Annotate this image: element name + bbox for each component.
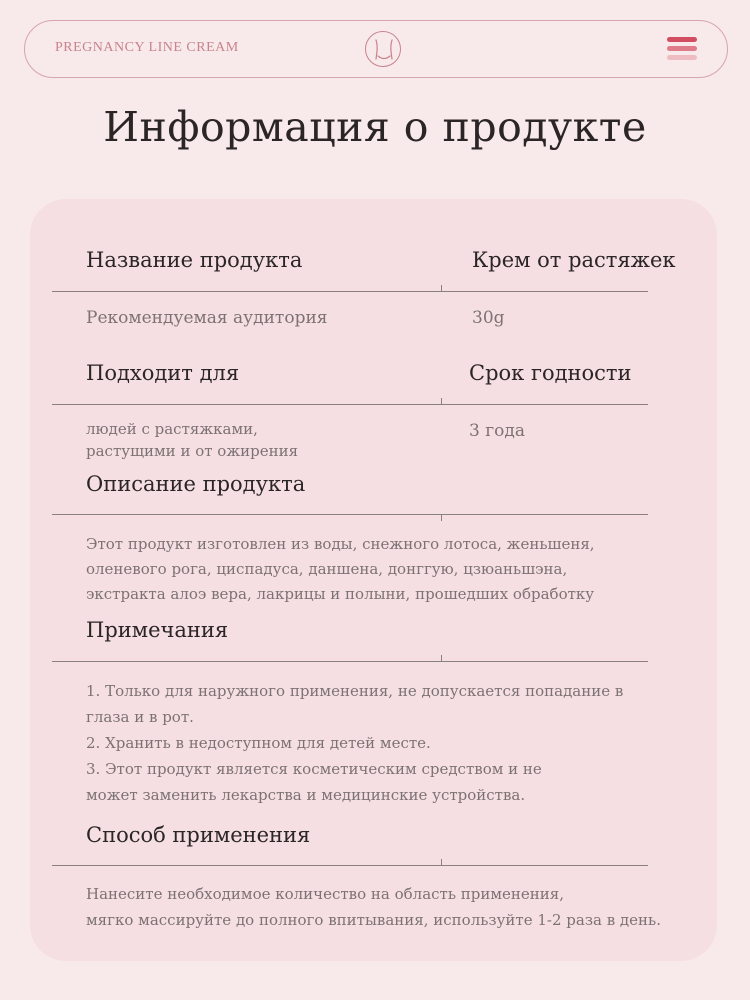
audience-label: Рекомендуемая аудитория [86, 308, 328, 328]
brand-name: PREGNANCY LINE CREAM [55, 40, 239, 55]
description-title: Описание продукта [86, 472, 306, 496]
divider-tick [441, 859, 442, 866]
divider [52, 291, 648, 292]
divider-tick [441, 285, 442, 292]
shelf-life-value: 3 года [469, 421, 525, 441]
notes-text: 1. Только для наружного применения, не допускается попадание в глаза и в рот. 2. Хранить в недоступном для детей месте. 3. Этот продукт является косметическим средством и не может заменить лекарства и медицинские устройства. [86, 682, 624, 804]
divider [52, 514, 648, 515]
page-title: Информация о продукте [103, 103, 647, 151]
divider-tick [441, 514, 442, 521]
belly-outline-icon[interactable] [365, 31, 401, 67]
header-bar [24, 20, 728, 78]
suitable-text: людей с растяжками, растущими и от ожирения [86, 420, 299, 460]
description-text: Этот продукт изготовлен из воды, снежного лотоса, женьшеня, оленевого рога, циспадуса, даншена, донггую, цзюаньшэна, экстракта алоэ вера, лакрицы и полыни, прошедших обработку [86, 535, 595, 603]
shelf-life-label: Срок годности [469, 361, 632, 385]
hamburger-menu-icon[interactable] [667, 37, 699, 63]
weight-value: 30g [472, 308, 505, 328]
usage-text: Нанесите необходимое количество на область применения, мягко массируйте до полного впитывания, используйте 1-2 раза в день. [86, 885, 661, 929]
product-name-value: Крем от растяжек [472, 248, 676, 272]
divider-tick [441, 398, 442, 405]
usage-title: Способ применения [86, 823, 311, 847]
divider [52, 404, 648, 405]
notes-title: Примечания [86, 618, 229, 642]
product-name-label: Название продукта [86, 248, 303, 272]
divider [52, 865, 648, 866]
suitable-label: Подходит для [86, 361, 240, 385]
divider-tick [441, 655, 442, 662]
divider [52, 661, 648, 662]
